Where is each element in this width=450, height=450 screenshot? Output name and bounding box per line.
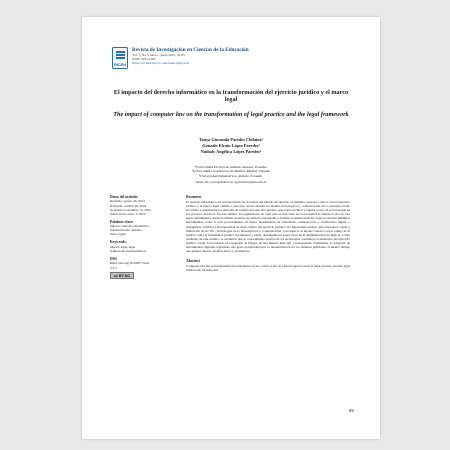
author-1: Tanya Giovanda Paredes Chilaina¹: [199, 137, 263, 142]
abstract-text: Computer law has revolutionized the boundaries of the world of law in various aspects such as legal practice and the legal framework, because this: [186, 264, 350, 273]
date-received: Recibido: agosto 20, 2024: [110, 199, 145, 204]
journal-title: Revista de Investigación en Ciencias de la Educación: [132, 47, 249, 53]
page-number: 55: [348, 408, 354, 413]
author-3: Nathaly Angélica López Paredes³: [200, 149, 262, 154]
affiliation-3: ³Universidad Indoamérica, Ambato, Ecuador.: [199, 173, 263, 178]
logo-text: RICEd: [114, 62, 126, 67]
date-revised: Revisado: octubre 29, 2024: [110, 203, 147, 208]
affiliation-2: ²Universidad Complutense de Madrid, Madrid, España.: [191, 169, 271, 174]
correspondence-note: ¹Autor de correspondencia: tg.paredes@uta.edu.ec: [195, 180, 267, 184]
affiliation-1: ¹Universidad Técnica de Ambato, Ambato, Ecuador.: [194, 165, 268, 169]
affiliation-list: [112, 165, 350, 178]
abstract-column: [186, 195, 350, 278]
keywords-es-block: [110, 220, 170, 237]
journal-issn: ISSN: 3073-1461: [132, 57, 156, 62]
keywords-en-heading: Keywords:: [110, 240, 127, 245]
keywords-en-line: framework, transformation.: [110, 248, 147, 253]
resumen-heading: Resumen: [186, 195, 201, 199]
journal-header-text: [132, 47, 249, 66]
dates-heading: Datos del artículo:: [110, 195, 139, 199]
article-title-spanish: El impacto del derecho informático en la transformación del ejercicio jurídico y el marco legal: [113, 89, 349, 104]
doi-block: [110, 257, 170, 279]
keywords-en-block: [110, 240, 170, 253]
keywords-es-line: impacto, derecho informático,: [110, 224, 150, 229]
article-info-sidebar: [110, 195, 170, 283]
abstract-heading: Abstract: [186, 259, 201, 264]
logo-bars-icon: [116, 51, 125, 61]
keywords-es-line: transformación, jurídico,: [110, 228, 143, 233]
journal-volume: Vol. 3, No 5, enero - junio 2025, 55-65: [132, 53, 185, 57]
date-published: Publicación: enero 1, 2025: [110, 211, 146, 216]
doi-link-suffix[interactable]: 3.5-3: [110, 265, 117, 270]
journal-header: [112, 47, 352, 73]
keywords-en-line: impact, legal, legal: [110, 244, 136, 249]
author-list: [112, 137, 350, 155]
doi-link[interactable]: https://doi.org/10.59877/riced: [110, 261, 150, 266]
creative-commons-license-icon[interactable]: cc BY-NC: [110, 272, 134, 279]
resumen-text: El derecho informático, ha revolucionado las fronteras del mundo del derecho en distintos aspectos como lo son el ejercicio jurídico y el marco legal, debido a que esta ciencia estudia los medios tecnológicos y comunicación de la sociedad actual, ha venido a transformar los métodos de estudio del ejercicio jurídico, que busca facilitar y regular el uso de la tecnología en los procesos jurídicos. En este ámbito, los legisladores de cada país se han visto en la necesidad de fundar el uso de esta nueva herramienta, donde la misma se utilice de manera responsable y facilite al sistema judicial. Aquí se resaltan múltiples herramientas, como lo son, procesamiento de datos, herramientas de contenidos, comunicación y verificación digital, e inteligencia artificial e incorporación de datos dentro del ejercicio jurídico. Es importante resaltar, que esta nueva visión y utilización de las TIC, Tecnologías de la Investigación y Comunicación, con respecto al interés colectivo en el campo de la justicia como la informática jurídica documental y penal, desempeña un papel clave en la administración de justicia. Como resultado de este estudio, se evidencia que el conocimiento general de las tecnologías contribuye al desarrollo del ejercicio jurídico actual, favoreciendo la resolución de litigios de una manera más ágil y transparente. Finalmente, la adopción de herramientas digitales representa una gran oportunidad para la modernización de los sistemas judiciales, al mismo tiempo que plantea nuevos desafíos éticos y normativos.: [186, 200, 350, 254]
journal-url-link[interactable]: https://revistaclitecyt.com/index.php/riced: [132, 61, 190, 66]
author-2: Gonzalo Efraín López Paredes²: [202, 143, 260, 148]
article-title-english: The impact of computer law on the transformation of legal practice and the legal framework: [113, 111, 349, 118]
date-accepted: Aceptado: noviembre 15, 2024: [110, 207, 151, 212]
doi-heading: DOI: [110, 257, 117, 262]
keywords-es-line: marco legal.: [110, 232, 127, 237]
dates-block: [110, 195, 170, 216]
journal-page: [82, 17, 380, 439]
journal-logo: [112, 47, 128, 69]
keywords-es-heading: Palabras clave:: [110, 219, 134, 224]
